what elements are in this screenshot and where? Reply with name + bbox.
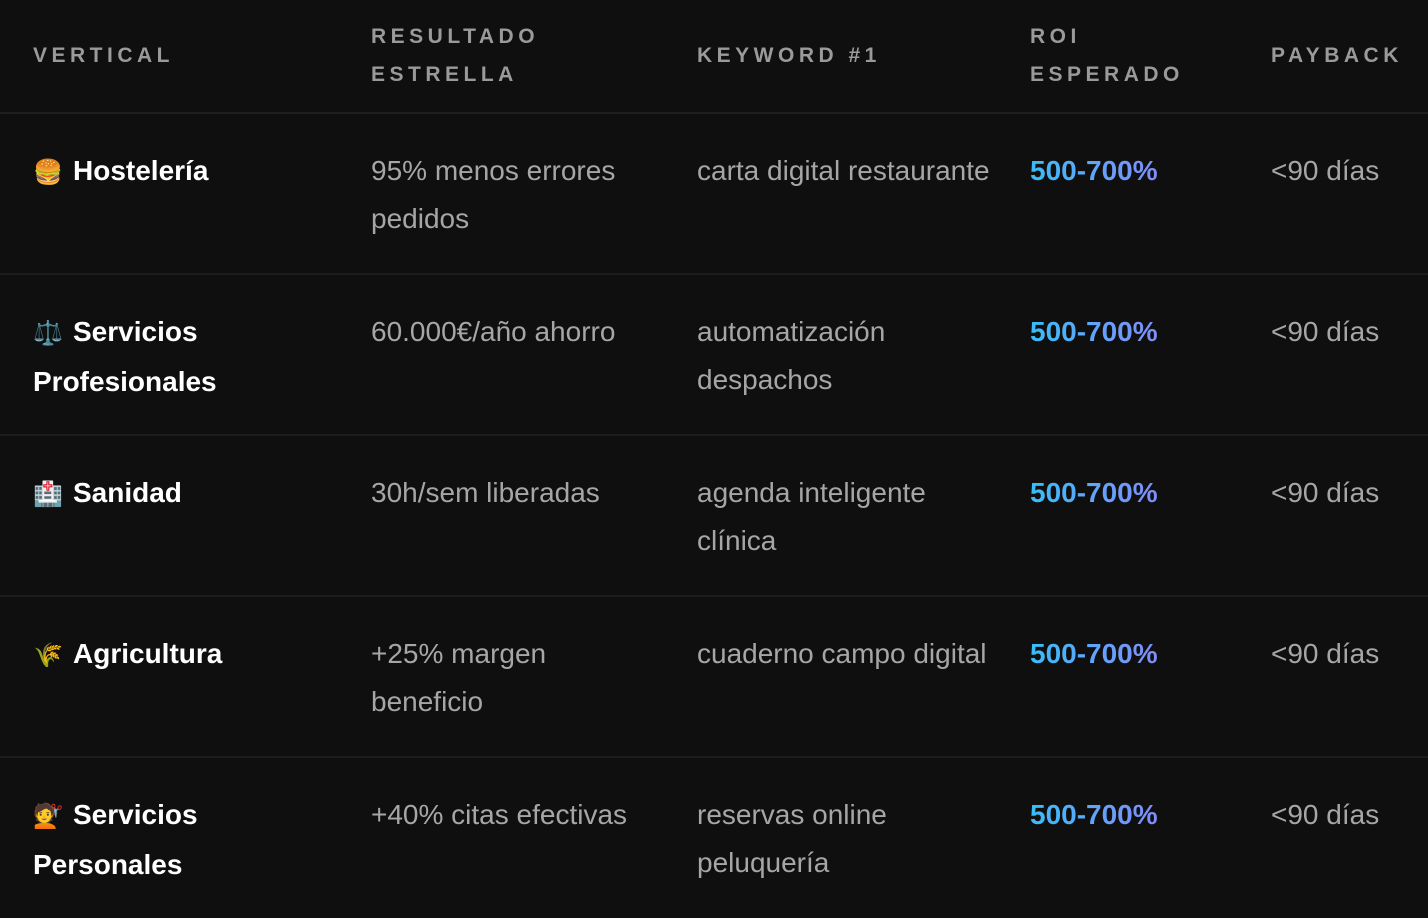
- keyword-cell: reservas online peluquería: [697, 799, 887, 878]
- vertical-label: Servicios Profesionales: [33, 316, 217, 397]
- haircut-icon: 💇: [33, 803, 63, 830]
- payback-cell: <90 días: [1238, 274, 1428, 435]
- header-vertical: VERTICAL: [0, 0, 338, 113]
- vertical-label: Agricultura: [73, 638, 223, 669]
- vertical-cell: [0, 435, 338, 596]
- roi-cell: [997, 113, 1238, 274]
- resultado-cell: +25% margen beneficio: [338, 596, 664, 757]
- hospital-icon: 🏥: [33, 481, 63, 508]
- keyword-cell: agenda inteligente clínica: [664, 435, 997, 596]
- vertical-label: Sanidad: [73, 477, 182, 508]
- payback-cell: <90 días: [1238, 435, 1428, 596]
- table-row: [0, 596, 1428, 757]
- table-row: [0, 274, 1428, 435]
- vertical-cell: [0, 757, 338, 918]
- roi-cell: [997, 596, 1238, 757]
- roi-value: 500-700%: [1030, 477, 1158, 508]
- vertical-label: Hostelería: [73, 155, 209, 186]
- keyword-cell: cuaderno campo digital: [664, 596, 997, 757]
- table-row: [0, 757, 1428, 918]
- wheat-icon: 🌾: [33, 642, 63, 669]
- table-row: [0, 113, 1428, 274]
- roi-value: 500-700%: [1030, 799, 1158, 830]
- header-resultado-estrella: RESULTADO ESTRELLA: [338, 0, 664, 113]
- resultado-cell: 60.000€/año ahorro: [338, 274, 664, 435]
- scales-icon: ⚖️: [33, 320, 63, 347]
- resultado-cell: 95% menos errores pedidos: [338, 113, 664, 274]
- vertical-cell: [0, 596, 338, 757]
- payback-cell: <90 días: [1238, 113, 1428, 274]
- vertical-cell: [0, 113, 338, 274]
- roi-cell: [997, 274, 1238, 435]
- roi-cell: [997, 757, 1238, 918]
- table-row: [0, 435, 1428, 596]
- header-row: [0, 0, 1428, 113]
- payback-cell: <90 días: [1238, 596, 1428, 757]
- roi-value: 500-700%: [1030, 638, 1158, 669]
- resultado-cell: 30h/sem liberadas: [338, 435, 664, 596]
- vertical-label: Servicios Personales: [33, 799, 198, 880]
- roi-cell: [997, 435, 1238, 596]
- roi-value: 500-700%: [1030, 155, 1158, 186]
- header-keyword: KEYWORD #1: [664, 0, 997, 113]
- payback-cell: <90 días: [1271, 799, 1380, 830]
- roi-value: 500-700%: [1030, 316, 1158, 347]
- vertical-cell: [0, 274, 338, 435]
- keyword-cell: automatización despachos: [664, 274, 997, 435]
- resultado-cell: +40% citas efectivas: [371, 799, 628, 830]
- header-roi-esperado: ROI ESPERADO: [997, 0, 1238, 113]
- keyword-cell: carta digital restaurante: [664, 113, 997, 274]
- header-payback: PAYBACK: [1238, 0, 1428, 113]
- burger-icon: 🍔: [33, 159, 63, 186]
